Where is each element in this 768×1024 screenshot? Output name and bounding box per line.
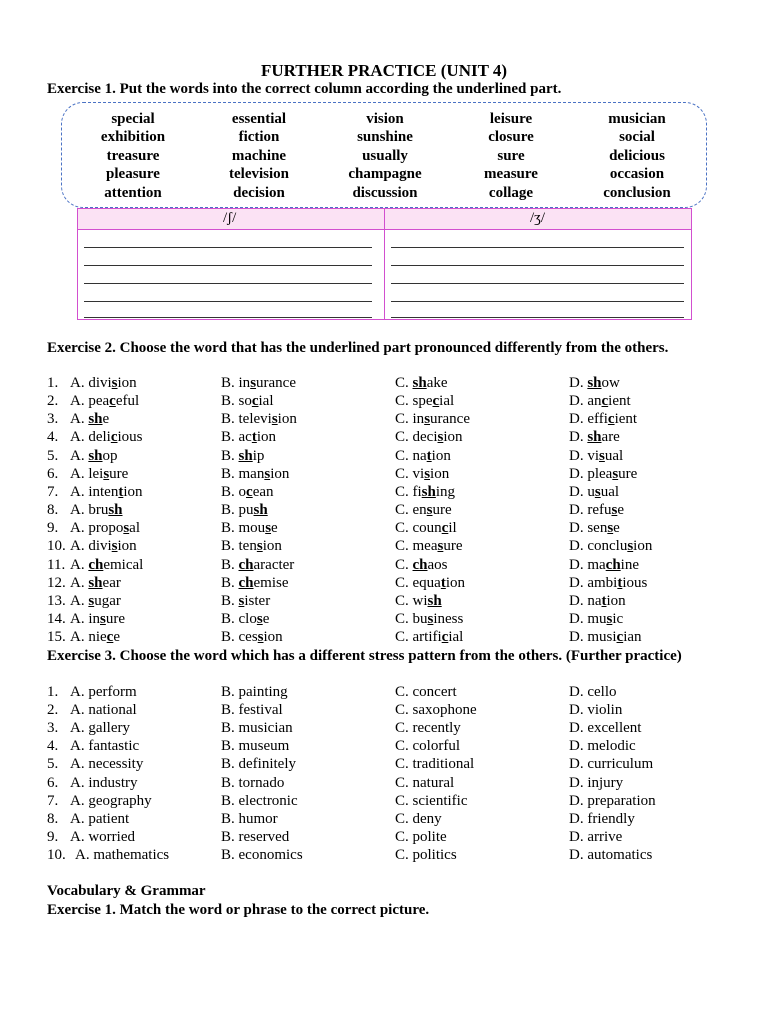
underlined-part: s (100, 610, 106, 627)
answer-option[interactable]: A. division (70, 375, 137, 391)
underlined-part: s (427, 610, 434, 627)
underlined-part: sh (253, 502, 268, 519)
underlined-part: t (440, 574, 446, 591)
answer-option[interactable]: C. insurance (395, 411, 470, 428)
answer-option[interactable]: A. division (70, 538, 137, 555)
underlined-part: s (111, 375, 118, 391)
question-number: 2. (47, 702, 59, 719)
underlined-part: sh (412, 375, 427, 391)
question-number: 11. (47, 556, 66, 573)
answer-option[interactable]: B. action (221, 429, 276, 446)
answer-option[interactable]: C. council (395, 520, 457, 537)
answer-option[interactable]: A. geography (70, 792, 152, 809)
word-box-word: machine (231, 147, 287, 164)
answer-option[interactable]: C. ensure (395, 502, 452, 519)
word-box-word: leisure (489, 111, 533, 127)
answer-option[interactable]: C. measure (395, 538, 463, 555)
answer-option[interactable]: B. insurance (221, 375, 296, 391)
answer-option[interactable]: B. humor (221, 810, 278, 827)
answer-option[interactable]: D. violin (569, 702, 623, 719)
underlined-part: c (441, 629, 449, 646)
underlined-part: sh (587, 429, 602, 446)
answer-option[interactable]: C. politics (395, 846, 457, 863)
word-box-word: occasion (609, 166, 665, 183)
answer-option[interactable]: A. shear (70, 574, 121, 591)
underlined-part: s (607, 520, 614, 537)
word-box-word: discussion (352, 184, 418, 201)
answer-option[interactable]: A. mathematics (75, 846, 170, 863)
answer-option[interactable]: C. polite (395, 828, 447, 845)
word-box-word: sure (497, 147, 525, 164)
answer-option[interactable]: C. concert (395, 684, 457, 700)
underlined-part: c (106, 629, 114, 646)
word-box-word: pleasure (106, 166, 160, 183)
word-box-word: champagne (348, 166, 422, 183)
answer-option[interactable]: B. sister (221, 592, 271, 609)
answer-option[interactable]: D. preparation (569, 792, 656, 809)
answer-option[interactable]: D. melodic (569, 738, 636, 755)
answer-option[interactable]: C. shake (395, 375, 448, 391)
word-box-word: fiction (238, 129, 280, 146)
underlined-part: sh (88, 411, 103, 428)
answer-option[interactable]: B. painting (221, 684, 288, 700)
question-number: 6. (47, 465, 59, 482)
answer-option[interactable]: B. definitely (221, 756, 296, 773)
underlined-part: s (271, 411, 278, 428)
exercise-3-instruction: Exercise 3. Choose the word which has a different stress pattern from the others. (Further practice) (47, 648, 682, 664)
underlined-part: sh (587, 375, 602, 391)
answer-option[interactable]: A. fantastic (70, 738, 140, 755)
answer-option[interactable]: D. automatics (569, 846, 653, 863)
answer-option[interactable]: C. nation (395, 447, 451, 464)
word-box-word: essential (231, 111, 287, 127)
answer-option[interactable]: B. character (221, 556, 295, 573)
answer-option[interactable]: C. special (395, 393, 455, 410)
answer-option[interactable]: D. cello (569, 684, 617, 700)
underlined-part: ch (412, 556, 428, 573)
answer-option[interactable]: D. show (569, 375, 620, 391)
answer-option[interactable]: C. business (395, 610, 464, 627)
answer-option[interactable]: C. wish (395, 592, 442, 609)
answer-option[interactable]: D. visual (569, 447, 624, 464)
answer-option[interactable]: B. festival (221, 702, 283, 719)
underlined-part: s (424, 465, 431, 482)
underlined-part: c (251, 393, 259, 410)
word-box-word: usually (362, 147, 408, 164)
underlined-part: s (627, 538, 634, 555)
column-divider (384, 209, 385, 319)
answer-option[interactable]: D. usual (569, 483, 620, 500)
underlined-part: s (599, 447, 605, 464)
answer-option[interactable]: A. delicious (70, 429, 143, 446)
answer-option[interactable]: A. perform (70, 684, 137, 700)
underlined-part: s (594, 483, 601, 500)
vocab-exercise-1-instruction: Exercise 1. Match the word or phrase to the correct picture. (47, 902, 430, 918)
answer-option[interactable]: C. vision (395, 465, 450, 482)
answer-option[interactable]: A. proposal (70, 520, 140, 537)
answer-option[interactable]: D. ancient (569, 393, 631, 410)
word-box-word: special (111, 111, 155, 127)
answer-line[interactable] (391, 317, 684, 318)
answer-option[interactable]: B. museum (221, 738, 290, 755)
answer-option[interactable]: B. economics (221, 846, 303, 863)
underlined-part: t (426, 447, 432, 464)
answer-option[interactable]: D. refuse (569, 502, 624, 519)
answer-line[interactable] (84, 265, 372, 266)
answer-option[interactable]: C. natural (395, 774, 455, 791)
question-number: 5. (47, 756, 59, 773)
answer-option[interactable]: D. excellent (569, 720, 642, 737)
answer-option[interactable]: C. chaos (395, 556, 448, 573)
underlined-part: s (256, 610, 263, 627)
word-box-word: musician (608, 111, 666, 127)
word-box-word: social (619, 129, 655, 146)
underlined-part: c (109, 393, 116, 410)
question-number: 4. (47, 429, 59, 446)
question-number: 14. (47, 610, 66, 627)
underlined-part: s (265, 520, 272, 537)
answer-option[interactable]: D. music (569, 610, 624, 627)
answer-option[interactable]: B. television (221, 411, 297, 428)
answer-option[interactable]: A. gallery (70, 720, 130, 737)
sorting-table (77, 208, 692, 320)
word-box-word: television (229, 166, 289, 183)
underlined-part: ch (88, 556, 104, 573)
underlined-part: t (601, 592, 607, 609)
word-box-word: vision (366, 111, 404, 127)
underlined-part: sh (88, 574, 103, 591)
answer-option[interactable]: A. sugar (70, 592, 121, 609)
question-number: 9. (47, 520, 59, 537)
answer-option[interactable]: B. push (221, 502, 268, 519)
answer-option[interactable]: A. industry (70, 774, 138, 791)
answer-option[interactable]: A. peaceful (70, 393, 140, 410)
answer-option[interactable]: B. mansion (221, 465, 290, 482)
answer-option[interactable]: D. arrive (569, 828, 623, 845)
answer-line[interactable] (391, 265, 684, 266)
question-number: 2. (47, 393, 59, 410)
answer-option[interactable]: D. conclusion (569, 538, 653, 555)
question-number: 4. (47, 738, 59, 755)
word-box-word: conclusion (603, 184, 671, 201)
answer-option[interactable]: B. social (221, 393, 274, 410)
answer-option[interactable]: A. niece (70, 629, 121, 646)
underlined-part: sh (427, 592, 442, 609)
answer-option[interactable]: B. electronic (221, 792, 298, 809)
underlined-part: s (611, 502, 618, 519)
underlined-part: c (607, 411, 615, 428)
underlined-part: sh (238, 447, 253, 464)
question-number: 1. (47, 684, 59, 700)
underlined-part: s (426, 502, 433, 519)
answer-option[interactable]: A. national (70, 702, 137, 719)
question-number: 8. (47, 810, 59, 827)
answer-option[interactable]: A. intention (70, 483, 143, 500)
underlined-part: sh (88, 447, 103, 464)
underlined-part: s (264, 465, 271, 482)
answer-option[interactable]: B. ship (221, 447, 265, 464)
page-title: FURTHER PRACTICE (UNIT 4) (260, 61, 508, 80)
answer-option[interactable]: D. injury (569, 774, 624, 791)
answer-option[interactable]: B. tornado (221, 774, 285, 791)
underlined-part: s (612, 465, 619, 482)
column-heading-zh: /ʒ/ (530, 210, 545, 226)
underlined-part: c (441, 520, 449, 537)
answer-option[interactable]: D. machine (569, 556, 639, 573)
underlined-part: c (110, 429, 118, 446)
answer-option[interactable]: B. chemise (221, 574, 289, 591)
answer-option[interactable]: D. share (569, 429, 620, 446)
underlined-part: sh (108, 502, 123, 519)
question-number: 3. (47, 720, 59, 737)
answer-option[interactable]: D. nation (569, 592, 626, 609)
word-box-word: measure (484, 166, 538, 183)
underlined-part: s (111, 538, 118, 555)
question-number: 7. (47, 483, 59, 500)
question-number: 5. (47, 447, 59, 464)
underlined-part: c (246, 483, 253, 500)
answer-option[interactable]: A. brush (70, 502, 123, 519)
answer-option[interactable]: B. cession (221, 629, 283, 646)
underlined-part: s (123, 520, 130, 537)
answer-line[interactable] (84, 317, 372, 318)
question-number: 10. (47, 538, 66, 555)
question-number: 7. (47, 792, 59, 809)
answer-option[interactable]: A. chemical (70, 556, 144, 573)
underlined-part: s (250, 375, 257, 391)
answer-option[interactable]: C. artificial (395, 629, 464, 646)
exercise-1-instruction: Exercise 1. Put the words into the correct column according the underlined part. (47, 81, 562, 97)
underlined-part: s (437, 538, 444, 555)
word-box-word: collage (488, 184, 534, 201)
underlined-part: ch (605, 556, 621, 573)
answer-option[interactable]: A. leisure (70, 465, 129, 482)
question-number: 8. (47, 502, 59, 519)
answer-option[interactable]: B. reserved (221, 828, 290, 845)
answer-option[interactable]: C. fishing (395, 483, 456, 500)
underlined-part: s (238, 592, 245, 609)
answer-option[interactable]: D. efficient (569, 411, 638, 428)
answer-option[interactable]: D. ambitious (569, 574, 648, 591)
underlined-part: s (257, 629, 264, 646)
underlined-part: s (88, 592, 95, 609)
word-box-word: delicious (609, 147, 665, 164)
vocabulary-grammar-heading: Vocabulary & Grammar (47, 883, 206, 899)
answer-option[interactable]: C. deny (395, 810, 442, 827)
answer-option[interactable]: C. traditional (395, 756, 475, 773)
underlined-part: s (103, 465, 110, 482)
answer-line[interactable] (84, 247, 372, 248)
answer-option[interactable]: D. pleasure (569, 465, 638, 482)
question-number: 6. (47, 774, 59, 791)
answer-line[interactable] (391, 247, 684, 248)
answer-option[interactable]: B. close (221, 610, 270, 627)
word-box-word: decision (233, 184, 285, 201)
answer-option[interactable]: C. scientific (395, 792, 468, 809)
answer-option[interactable]: D. curriculum (569, 756, 654, 773)
underlined-part: c (616, 629, 624, 646)
underlined-part: s (437, 429, 444, 446)
word-box-word: exhibition (100, 129, 166, 146)
word-box-word: attention (104, 184, 162, 201)
word-box-word: sunshine (357, 129, 413, 146)
underlined-part: c (432, 393, 440, 410)
answer-option[interactable]: B. mouse (221, 520, 278, 537)
answer-line[interactable] (84, 301, 372, 302)
question-number: 9. (47, 828, 59, 845)
answer-option[interactable]: C. equation (395, 574, 465, 591)
word-box-word: treasure (106, 147, 160, 164)
underlined-part: t (251, 429, 257, 446)
answer-option[interactable]: A. shop (70, 447, 118, 464)
answer-option[interactable]: A. worried (70, 828, 135, 845)
underlined-part: ch (238, 574, 254, 591)
underlined-part: t (118, 483, 124, 500)
answer-option[interactable]: A. she (70, 411, 110, 428)
answer-option[interactable]: A. patient (70, 810, 130, 827)
underlined-part: s (424, 411, 431, 428)
answer-option[interactable]: A. necessity (70, 756, 144, 773)
answer-option[interactable]: D. musician (569, 629, 642, 646)
question-number: 1. (47, 375, 59, 391)
word-box-word: closure (488, 129, 534, 146)
answer-option[interactable]: A. insure (70, 610, 125, 627)
answer-option[interactable]: C. saxophone (395, 702, 477, 719)
underlined-part: s (606, 610, 613, 627)
exercise-2-instruction: Exercise 2. Choose the word that has the underlined part pronounced differently from the others. (47, 340, 669, 356)
answer-option[interactable]: B. ocean (221, 483, 274, 500)
underlined-part: sh (421, 483, 436, 500)
answer-option[interactable]: D. sense (569, 520, 620, 537)
question-number: 15. (47, 629, 66, 646)
underlined-part: ch (238, 556, 254, 573)
answer-line[interactable] (84, 283, 372, 284)
underlined-part: s (256, 538, 263, 555)
question-number: 12. (47, 574, 66, 591)
answer-option[interactable]: B. musician (221, 720, 293, 737)
answer-option[interactable]: B. tension (221, 538, 282, 555)
answer-option[interactable]: C. colorful (395, 738, 460, 755)
question-number: 3. (47, 411, 59, 428)
answer-line[interactable] (391, 283, 684, 284)
question-number: 10. (47, 846, 66, 863)
question-number: 13. (47, 592, 66, 609)
word-box (70, 110, 700, 202)
answer-option[interactable]: D. friendly (569, 810, 635, 827)
answer-line[interactable] (391, 301, 684, 302)
answer-option[interactable]: C. recently (395, 720, 461, 737)
column-heading-sh: /ʃ/ (223, 210, 237, 226)
answer-option[interactable]: C. decision (395, 429, 463, 446)
underlined-part: t (617, 574, 623, 591)
underlined-part: c (601, 393, 609, 410)
